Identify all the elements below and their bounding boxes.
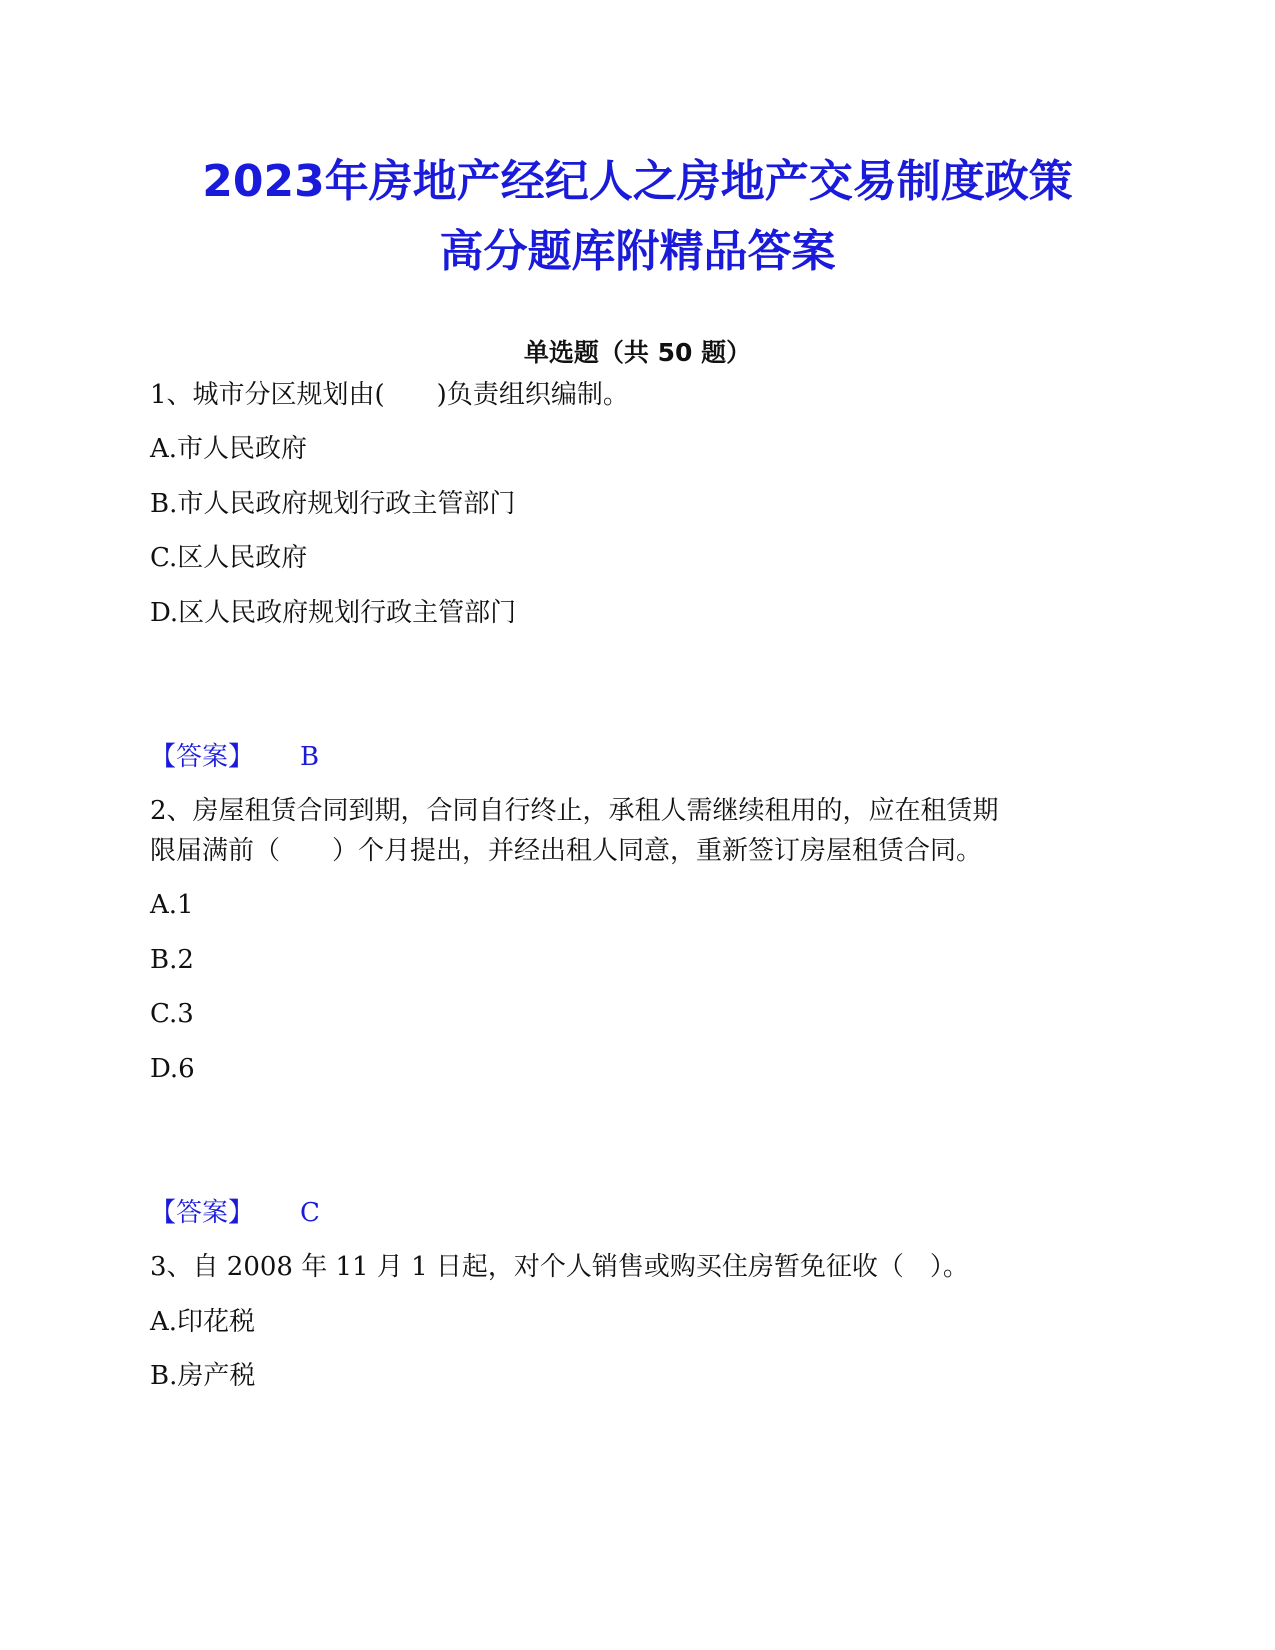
question-2-option-b: B.2 [150, 945, 194, 975]
question-2-stem-line-1: 2、房屋租赁合同到期，合同自行终止，承租人需继续租用的，应在租赁期 [150, 796, 999, 826]
question-2-answer [150, 1196, 320, 1230]
question-3-option-b: B.房产税 [150, 1361, 256, 1391]
section-heading: 单选题（共 50 题） [523, 338, 752, 367]
question-1-answer [150, 740, 319, 774]
question-1-option-a: A.市人民政府 [150, 434, 308, 464]
document-title-line-1: 2023年房地产经纪人之房地产交易制度政策 [202, 156, 1073, 207]
question-2-stem-line-2: 限届满前（ ）个月提出，并经出租人同意，重新签订房屋租赁合同。 [150, 836, 983, 866]
answer-value: C [300, 1198, 320, 1228]
question-1-option-c: C.区人民政府 [150, 543, 308, 573]
question-1-stem: 1、城市分区规划由( )负责组织编制。 [150, 380, 629, 410]
question-1-option-d: D.区人民政府规划行政主管部门 [150, 598, 517, 628]
question-1-option-b: B.市人民政府规划行政主管部门 [150, 489, 516, 519]
document-title-line-2: 高分题库附精品答案 [439, 226, 836, 277]
answer-label: 【答案】 [150, 1198, 255, 1228]
question-2-option-d: D.6 [150, 1054, 195, 1084]
question-2-option-a: A.1 [150, 890, 194, 920]
question-2-option-c: C.3 [150, 999, 194, 1029]
question-3-option-a: A.印花税 [150, 1307, 256, 1337]
answer-value: B [300, 742, 320, 772]
question-3-stem: 3、自 2008 年 11 月 1 日起，对个人销售或购买住房暂免征收（ ）。 [150, 1252, 969, 1282]
answer-label: 【答案】 [150, 742, 255, 772]
